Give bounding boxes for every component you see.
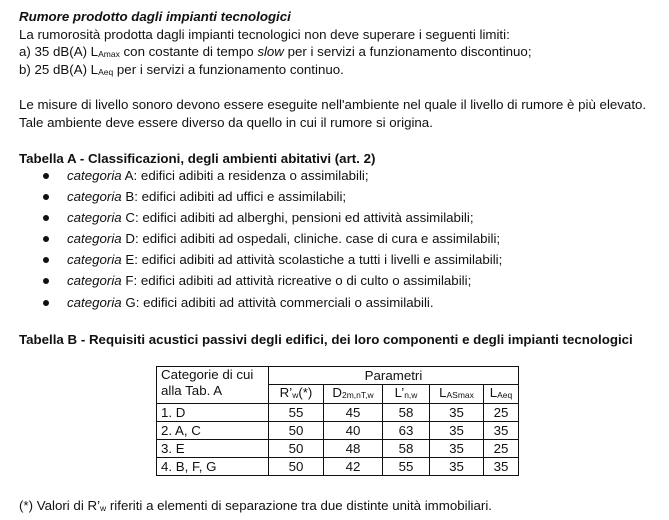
col-rw-sub: w bbox=[292, 390, 299, 400]
bullet-icon bbox=[43, 278, 49, 284]
limit-a-sub: Amax bbox=[98, 49, 120, 59]
col-lasmax-sub: ASmax bbox=[446, 390, 474, 400]
cell-lnw: 63 bbox=[383, 422, 430, 440]
bullet-icon bbox=[43, 300, 49, 306]
list-item bbox=[0, 230, 502, 251]
cell-lnw: 58 bbox=[383, 404, 430, 422]
cell-lasmax: 35 bbox=[430, 458, 484, 476]
cell-lnw: 55 bbox=[383, 458, 430, 476]
row-category: 2. A, C bbox=[157, 422, 269, 440]
category-word: categoria bbox=[67, 189, 122, 205]
cell-laeq: 35 bbox=[484, 458, 519, 476]
cell-lasmax: 35 bbox=[430, 422, 484, 440]
requirements-table bbox=[156, 366, 519, 476]
limit-b-sub: Aeq bbox=[98, 67, 114, 77]
cell-rw: 50 bbox=[269, 440, 324, 458]
header-col-lnw bbox=[383, 385, 430, 404]
cell-laeq: 25 bbox=[484, 440, 519, 458]
bullet-icon bbox=[43, 173, 49, 179]
category-word: categoria bbox=[67, 273, 122, 289]
section-title: Rumore prodotto dagli impianti tecnologici bbox=[19, 9, 291, 24]
header-cat-line-2: alla Tab. A bbox=[161, 383, 223, 398]
cell-rw: 50 bbox=[269, 422, 324, 440]
category-word: categoria bbox=[67, 231, 122, 247]
limit-a-pre: a) 35 dB(A) L bbox=[19, 44, 99, 59]
category-text: F: edifici adibiti ad attività ricreative o di culto o assimilabili; bbox=[121, 273, 472, 289]
list-item bbox=[0, 272, 502, 293]
list-item bbox=[0, 167, 502, 188]
col-lasmax-main: L bbox=[439, 385, 447, 400]
footnote-pre: (*) Valori di R’ bbox=[19, 498, 101, 513]
table-header-row bbox=[157, 367, 519, 385]
col-lnw-main: L’ bbox=[394, 385, 405, 400]
col-rw-post: (*) bbox=[298, 385, 313, 400]
limit-b-post: per i servizi a funzionamento continuo. bbox=[113, 62, 344, 77]
cell-d2m: 40 bbox=[324, 422, 383, 440]
category-text: C: edifici adibiti ad alberghi, pensioni ed attività assimilabili; bbox=[121, 210, 474, 226]
cell-d2m: 42 bbox=[324, 458, 383, 476]
table-row bbox=[157, 422, 519, 440]
cell-d2m: 48 bbox=[324, 440, 383, 458]
bullet-icon bbox=[43, 236, 49, 242]
measure-paragraph-1: Le misure di livello sonoro devono essere eseguite nell'ambiente nel quale il livello di rumore è più elevato. bbox=[19, 97, 647, 112]
col-d2m-main: D bbox=[332, 385, 342, 400]
header-col-rw bbox=[269, 385, 324, 404]
row-category: 1. D bbox=[157, 404, 269, 422]
cell-lasmax: 35 bbox=[430, 404, 484, 422]
cell-lnw: 58 bbox=[383, 440, 430, 458]
list-item bbox=[0, 294, 502, 315]
category-text: A: edifici adibiti a residenza o assimilabili; bbox=[121, 168, 369, 183]
cell-rw: 50 bbox=[269, 458, 324, 476]
category-text: B: edifici adibiti ad uffici e assimilabili; bbox=[121, 189, 347, 205]
category-word: categoria bbox=[67, 294, 122, 310]
bullet-icon bbox=[43, 257, 49, 263]
category-word: categoria bbox=[67, 210, 122, 226]
col-laeq-sub: Aeq bbox=[497, 390, 513, 400]
limit-b-pre: b) 25 dB(A) L bbox=[19, 62, 99, 77]
footnote-post: riferiti a elementi di separazione tra due distinte unità immobiliari. bbox=[106, 498, 492, 513]
header-categories bbox=[157, 367, 269, 404]
limit-item-a bbox=[19, 43, 532, 63]
header-parametri: Parametri bbox=[269, 367, 519, 385]
table-row bbox=[157, 458, 519, 476]
cell-laeq: 35 bbox=[484, 422, 519, 440]
table-row bbox=[157, 440, 519, 458]
bullet-icon bbox=[43, 215, 49, 221]
limit-a-post: per i servizi a funzionamento discontinuo; bbox=[283, 44, 532, 59]
category-list bbox=[0, 167, 502, 315]
cell-rw: 55 bbox=[269, 404, 324, 422]
col-rw-main: R’ bbox=[279, 385, 293, 400]
category-text: E: edifici adibiti ad attività scolastiche a tutti i livelli e assimilabili; bbox=[121, 252, 503, 268]
tabella-a-title: Tabella A - Classificazioni, degli ambienti abitativi (art. 2) bbox=[19, 151, 376, 166]
row-category: 3. E bbox=[157, 440, 269, 458]
col-lnw-sub: n,w bbox=[404, 390, 418, 400]
row-category: 4. B, F, G bbox=[157, 458, 269, 476]
category-word: categoria bbox=[67, 168, 122, 183]
measure-paragraph-2: Tale ambiente deve essere diverso da quello in cui il rumore si origina. bbox=[19, 115, 433, 130]
category-text: G: edifici adibiti ad attività commerciali o assimilabili. bbox=[121, 294, 434, 310]
col-laeq-main: L bbox=[489, 385, 498, 400]
cell-lasmax: 35 bbox=[430, 440, 484, 458]
header-col-laeq bbox=[484, 385, 519, 404]
limit-item-b bbox=[19, 61, 344, 81]
table-row bbox=[157, 404, 519, 422]
header-cat-line-1: Categorie di cui bbox=[161, 367, 254, 382]
cell-laeq: 25 bbox=[484, 404, 519, 422]
bullet-icon bbox=[43, 194, 49, 200]
category-word: categoria bbox=[67, 252, 122, 268]
header-col-lasmax bbox=[430, 385, 484, 404]
category-text: D: edifici adibiti ad ospedali, cliniche. case di cura e assimilabili; bbox=[121, 231, 501, 247]
cell-d2m: 45 bbox=[324, 404, 383, 422]
limit-a-slow: slow bbox=[257, 44, 284, 59]
header-col-d2m bbox=[324, 385, 383, 404]
tabella-b-title: Tabella B - Requisiti acustici passivi degli edifici, dei loro componenti e degli impianti tecnologici bbox=[19, 332, 633, 347]
col-d2m-sub: 2m,nT,w bbox=[341, 390, 374, 400]
list-item bbox=[0, 209, 502, 230]
list-item bbox=[0, 188, 502, 209]
intro-text: La rumorosità prodotta dagli impianti tecnologici non deve superare i seguenti limiti: bbox=[19, 27, 510, 42]
footnote-sub: w bbox=[100, 503, 107, 513]
footnote bbox=[19, 497, 492, 517]
limit-a-mid: con costante di tempo bbox=[119, 44, 258, 59]
list-item bbox=[0, 251, 502, 272]
